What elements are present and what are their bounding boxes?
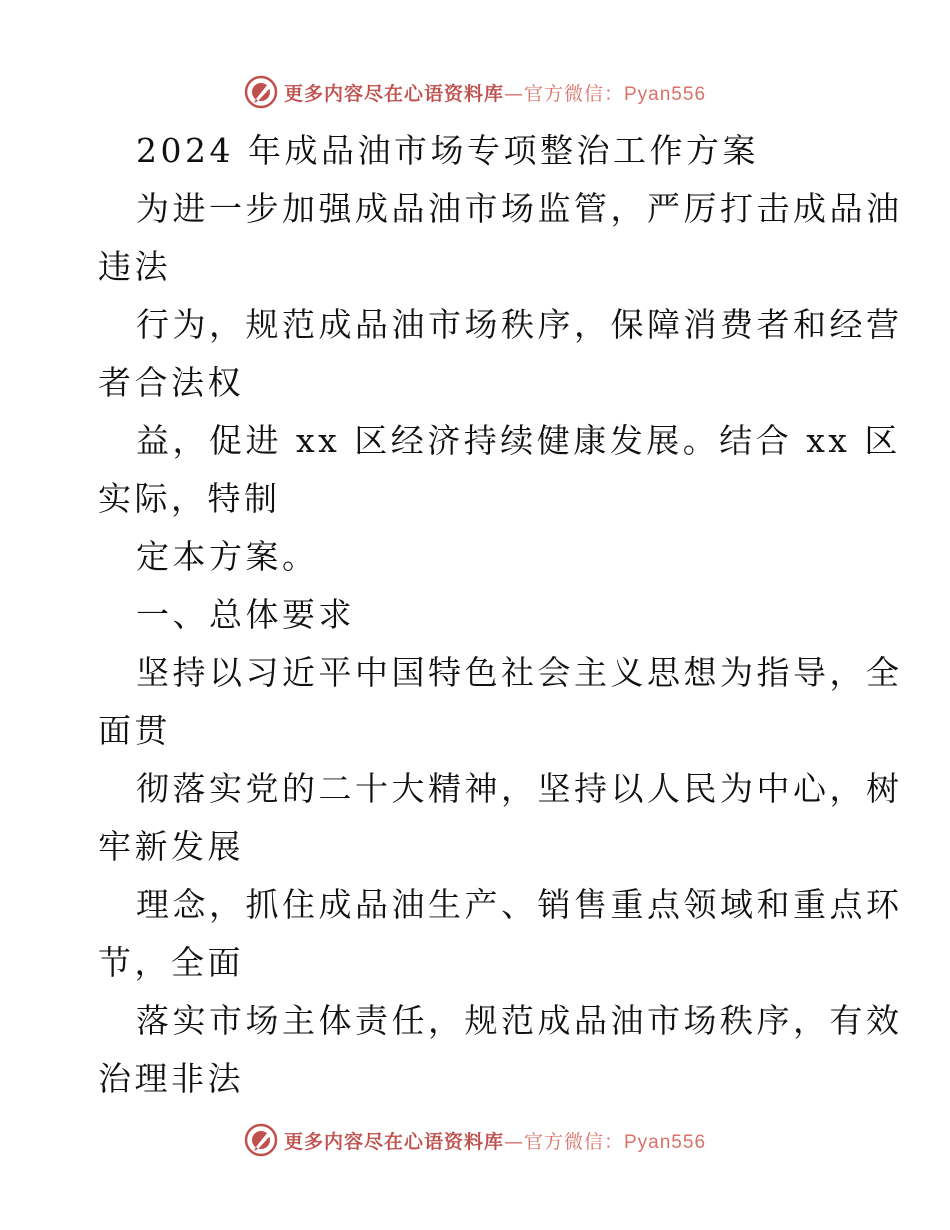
text-line: 行为，规范成品油市场秩序，保障消费者和经营 (136, 305, 903, 344)
text-line: 为进一步加强成品油市场监管，严厉打击成品油 (136, 189, 903, 228)
text-line: 节，全面 (98, 943, 244, 982)
banner-tail: 官方微信： (523, 1130, 624, 1153)
text-line: 者合法权 (98, 363, 244, 402)
footer-watermark (0, 1120, 950, 1160)
document-body (98, 122, 903, 1108)
text-line: 违法 (98, 247, 171, 286)
text-line: 彻落实党的二十大精神，坚持以人民为中心，树 (136, 769, 903, 808)
text-line: 坚持以习近平中国特色社会主义思想为指导，全 (136, 653, 903, 692)
header-watermark (0, 72, 950, 112)
banner-dash: — (503, 1130, 524, 1153)
text-line: 实际，特制 (98, 479, 281, 518)
text-line: 治理非法 (98, 1059, 244, 1098)
pen-logo-icon (244, 75, 278, 109)
banner-dash: — (503, 82, 524, 105)
text-line: 益，促进 xx 区经济持续健康发展。结合 xx 区 (136, 421, 901, 460)
text-line: 面贯 (98, 711, 171, 750)
text-line: 一、总体要求 (136, 595, 355, 634)
banner-wechat-id: Pyan556 (624, 83, 707, 105)
text-line: 定本方案。 (136, 537, 319, 576)
document-title: 2024 年成品油市场专项整治工作方案 (136, 131, 759, 170)
pen-logo-icon (244, 1123, 278, 1157)
banner-lead: 更多内容尽在心语资料库 (283, 82, 504, 105)
banner-wechat-id: Pyan556 (624, 1131, 707, 1153)
text-line: 落实市场主体责任，规范成品油市场秩序，有效 (136, 1001, 903, 1040)
text-line: 牢新发展 (98, 827, 244, 866)
banner-lead: 更多内容尽在心语资料库 (283, 1130, 504, 1153)
text-line: 理念，抓住成品油生产、销售重点领域和重点环 (136, 885, 903, 924)
banner-tail: 官方微信： (523, 82, 624, 105)
